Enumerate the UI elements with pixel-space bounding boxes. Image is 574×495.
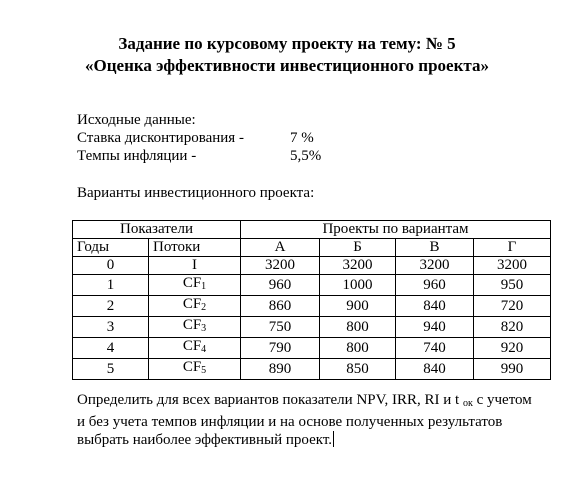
discount-rate-value: 7 % [290, 130, 314, 146]
flow-cell [149, 257, 241, 275]
discount-rate-label: Ставка дисконтирования - [77, 130, 244, 146]
table-row [73, 257, 551, 275]
flow-subscript: 2 [201, 302, 207, 313]
flow-cell [149, 317, 241, 338]
projects-table [72, 220, 551, 380]
table-group-header-row [73, 221, 551, 239]
flow-label: CF [182, 317, 202, 333]
header-variant-b: Б [320, 239, 396, 257]
value-cell: 960 [396, 275, 474, 296]
flow-cell [149, 359, 241, 380]
flow-cell [149, 296, 241, 317]
flow-subscript: 3 [201, 323, 207, 334]
header-years: Годы [73, 239, 149, 257]
source-data-heading: Исходные данные: [77, 112, 196, 128]
task-text-subscript: ок [462, 398, 473, 409]
value-cell: 3200 [241, 257, 320, 275]
value-cell: 3200 [474, 257, 551, 275]
title-line-2: «Оценка эффективности инвестиционного проекта» [85, 56, 489, 75]
value-cell: 840 [396, 296, 474, 317]
value-cell: 790 [241, 338, 320, 359]
task-text-part1: Определить для всех вариантов показатели NPV, IRR, RI и t [77, 392, 463, 408]
value-cell: 890 [241, 359, 320, 380]
flow-label: CF [182, 296, 202, 312]
value-cell: 920 [474, 338, 551, 359]
table-column-header-row [73, 239, 551, 257]
flow-subscript: 1 [201, 281, 207, 292]
inflation-rate-value: 5,5% [290, 148, 322, 164]
text-cursor [333, 431, 334, 447]
header-variant-a: А [241, 239, 320, 257]
variants-heading: Варианты инвестиционного проекта: [77, 185, 315, 201]
value-cell: 990 [474, 359, 551, 380]
header-indicators: Показатели [73, 221, 241, 239]
flow-cell [149, 338, 241, 359]
value-cell: 3200 [396, 257, 474, 275]
table-row [73, 317, 551, 338]
flow-subscript: 5 [201, 365, 207, 376]
value-cell: 3200 [320, 257, 396, 275]
value-cell: 860 [241, 296, 320, 317]
year-cell: 3 [73, 317, 149, 338]
value-cell: 950 [474, 275, 551, 296]
value-cell: 850 [320, 359, 396, 380]
table-row [73, 275, 551, 296]
value-cell: 750 [241, 317, 320, 338]
value-cell: 800 [320, 317, 396, 338]
flow-label: CF [182, 338, 202, 354]
value-cell: 820 [474, 317, 551, 338]
value-cell: 960 [241, 275, 320, 296]
year-cell: 1 [73, 275, 149, 296]
inflation-rate-label: Темпы инфляции - [77, 148, 197, 164]
flow-cell [149, 275, 241, 296]
value-cell: 740 [396, 338, 474, 359]
year-cell: 4 [73, 338, 149, 359]
header-flows: Потоки [149, 239, 241, 257]
table-row [73, 338, 551, 359]
header-variant-c: В [396, 239, 474, 257]
value-cell: 900 [320, 296, 396, 317]
value-cell: 1000 [320, 275, 396, 296]
year-cell: 2 [73, 296, 149, 317]
value-cell: 720 [474, 296, 551, 317]
flow-label: I [192, 257, 197, 273]
task-text-part2: с учетом и без учета темпов инфляции и на основе полученных результатов выбрать наиболее эффективный проект. [77, 392, 532, 448]
value-cell: 800 [320, 338, 396, 359]
flow-label: CF [182, 275, 202, 291]
header-variant-d: Г [474, 239, 551, 257]
header-projects-by-variant: Проекты по вариантам [241, 221, 551, 239]
year-cell: 5 [73, 359, 149, 380]
task-instructions [77, 391, 537, 449]
value-cell: 940 [396, 317, 474, 338]
table-row [73, 296, 551, 317]
title-line-1: Задание по курсовому проекту на тему: № 5 [118, 34, 456, 53]
flow-label: CF [182, 359, 202, 375]
flow-subscript: 4 [201, 344, 207, 355]
year-cell: 0 [73, 257, 149, 275]
value-cell: 840 [396, 359, 474, 380]
table-row [73, 359, 551, 380]
